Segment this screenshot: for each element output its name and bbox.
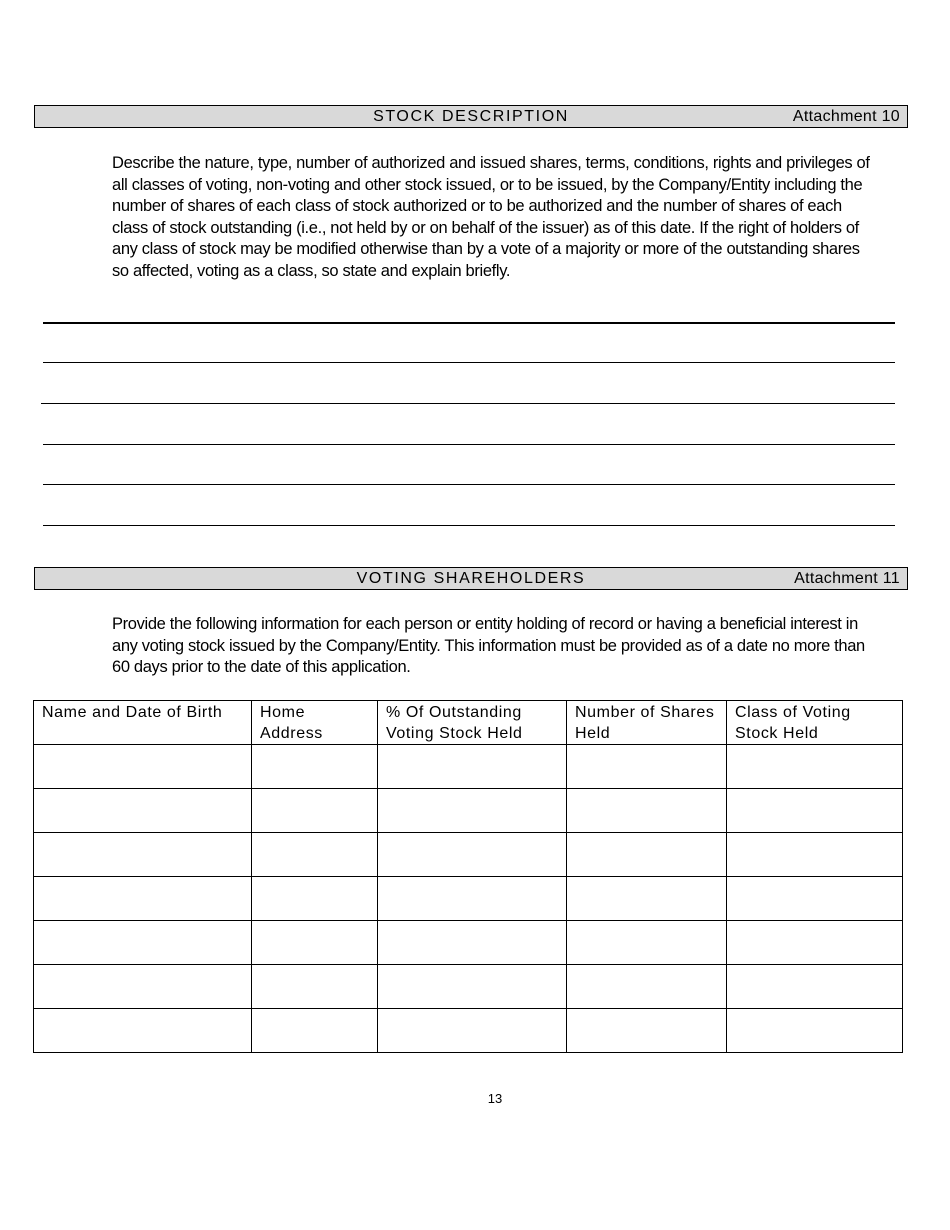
- table-cell[interactable]: [378, 965, 567, 1009]
- table-row: [34, 921, 903, 965]
- answer-line[interactable]: [43, 525, 895, 526]
- voting-shareholders-instructions: Provide the following information for each person or entity holding of record or having a beneficial interest in any voting stock issued by the Company/Entity. This information must be provided as of a date no more than 60 days prior to the date of this application.: [112, 615, 865, 677]
- table-cell[interactable]: [567, 877, 727, 921]
- table-cell[interactable]: [567, 1009, 727, 1053]
- answer-line[interactable]: [43, 484, 895, 485]
- table-cell[interactable]: [378, 745, 567, 789]
- table-cell[interactable]: [727, 921, 903, 965]
- attachment-11-label: Attachment 11: [794, 570, 900, 587]
- table-cell[interactable]: [34, 745, 252, 789]
- table-cell[interactable]: [252, 965, 378, 1009]
- table-cell[interactable]: [34, 921, 252, 965]
- table-cell[interactable]: [252, 1009, 378, 1053]
- table-cell[interactable]: [34, 1009, 252, 1053]
- table-header-row: [34, 701, 903, 745]
- answer-line[interactable]: [43, 444, 895, 445]
- table-cell[interactable]: [727, 877, 903, 921]
- table-cell[interactable]: [252, 833, 378, 877]
- table-cell[interactable]: [252, 789, 378, 833]
- table-cell[interactable]: [727, 1009, 903, 1053]
- stock-description-instructions: Describe the nature, type, number of authorized and issued shares, terms, conditions, rights and privileges of all classes of voting, non-voting and other stock issued, or to be issued, by the Company/Entity including the number of shares of each class of stock authorized or to be authorized and the number of shares of each class of stock outstanding (i.e., not held by or on behalf of the issuer) as of this date. If the right of holders of any class of stock may be modified otherwise than by a vote of a majority or more of the outstanding shares so affected, voting as a class, so state and explain briefly.: [112, 154, 870, 280]
- table-row: [34, 833, 903, 877]
- table-cell[interactable]: [378, 833, 567, 877]
- table-cell[interactable]: [567, 745, 727, 789]
- answer-line[interactable]: [43, 362, 895, 363]
- column-header-home-address: Home Address: [252, 701, 378, 745]
- table-cell[interactable]: [378, 1009, 567, 1053]
- table-cell[interactable]: [378, 789, 567, 833]
- table-cell[interactable]: [252, 921, 378, 965]
- column-header-name-dob: Name and Date of Birth: [34, 701, 252, 745]
- table-cell[interactable]: [34, 965, 252, 1009]
- answer-line[interactable]: [43, 322, 895, 324]
- column-header-number-of-shares: Number of Shares Held: [567, 701, 727, 745]
- attachment-10-label: Attachment 10: [792, 108, 900, 125]
- table-row: [34, 745, 903, 789]
- table-cell[interactable]: [34, 877, 252, 921]
- table-cell[interactable]: [727, 745, 903, 789]
- table-cell[interactable]: [727, 833, 903, 877]
- stock-description-header: [34, 105, 908, 128]
- table-cell[interactable]: [727, 965, 903, 1009]
- voting-shareholders-title: VOTING SHAREHOLDERS: [356, 570, 586, 587]
- table-cell[interactable]: [252, 877, 378, 921]
- column-header-percent-outstanding: % Of Outstanding Voting Stock Held: [378, 701, 567, 745]
- table-cell[interactable]: [727, 789, 903, 833]
- answer-line[interactable]: [41, 403, 895, 404]
- table-row: [34, 965, 903, 1009]
- table-cell[interactable]: [252, 745, 378, 789]
- stock-description-title: STOCK DESCRIPTION: [373, 108, 569, 125]
- table-cell[interactable]: [567, 833, 727, 877]
- table-row: [34, 1009, 903, 1053]
- page-number: 13: [487, 1091, 503, 1106]
- table-row: [34, 789, 903, 833]
- shareholders-table: [33, 700, 903, 1053]
- table-cell[interactable]: [378, 877, 567, 921]
- table-row: [34, 877, 903, 921]
- table-cell[interactable]: [567, 789, 727, 833]
- table-cell[interactable]: [34, 833, 252, 877]
- table-cell[interactable]: [34, 789, 252, 833]
- column-header-class-of-stock: Class of Voting Stock Held: [727, 701, 903, 745]
- table-cell[interactable]: [378, 921, 567, 965]
- voting-shareholders-header: [34, 567, 908, 590]
- table-cell[interactable]: [567, 921, 727, 965]
- table-cell[interactable]: [567, 965, 727, 1009]
